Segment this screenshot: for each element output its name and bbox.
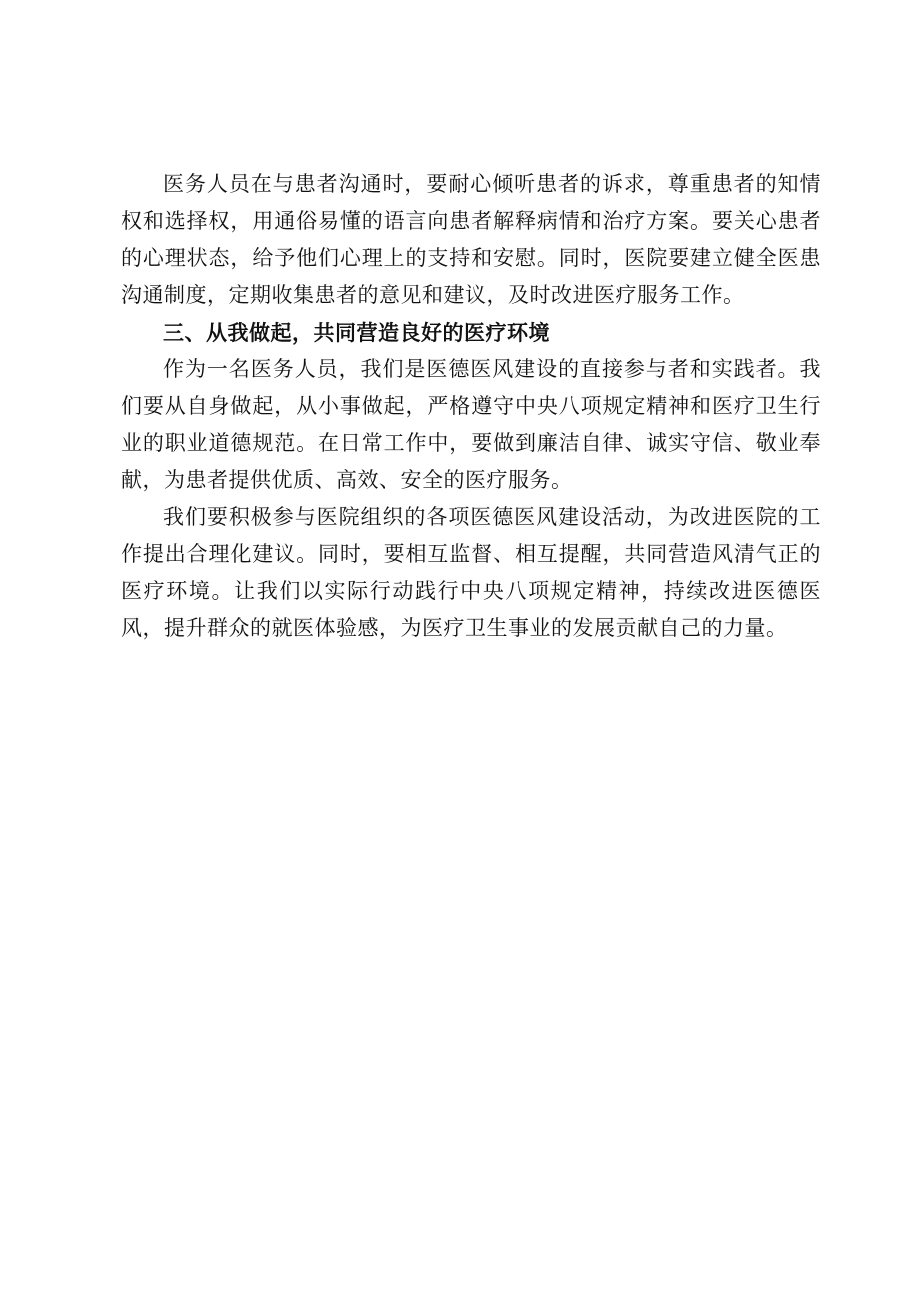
section-heading-3: 三、从我做起，共同营造良好的医疗环境 [163,320,550,345]
paragraph-communication: 医务人员在与患者沟通时，要耐心倾听患者的诉求，尊重患者的知情权和选择权，用通俗易懂的语言向患者解释病情和治疗方案。要关心患者的心理状态，给予他们心理上的支持和安慰。同时，医院要建立健全医患沟通制度，定期收集患者的意见和建议，及时改进医疗服务工作。 [121,172,821,307]
paragraph-role: 作为一名医务人员，我们是医德医风建设的直接参与者和实践者。我们要从自身做起，从小事做起，严格遵守中央八项规定精神和医疗卫生行业的职业道德规范。在日常工作中，要做到廉洁自律、诚实守信、敬业奉献，为患者提供优质、高效、安全的医疗服务。 [121,357,821,492]
paragraph-participation: 我们要积极参与医院组织的各项医德医风建设活动，为改进医院的工作提出合理化建议。同时，要相互监督、相互提醒，共同营造风清气正的医疗环境。让我们以实际行动践行中央八项规定精神，持续改进医德医风，提升群众的就医体验感，为医疗卫生事业的发展贡献自己的力量。 [121,505,821,640]
document-body [121,166,821,647]
